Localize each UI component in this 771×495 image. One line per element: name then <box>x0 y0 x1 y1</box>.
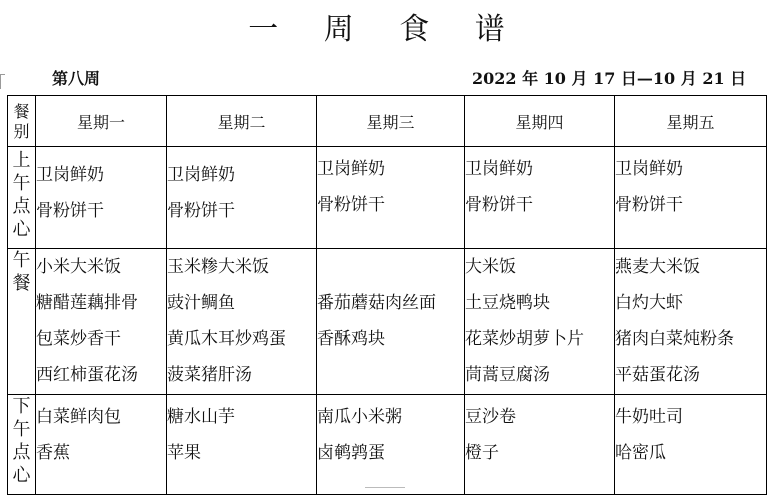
menu-item: 糖醋莲藕排骨 <box>36 293 138 313</box>
menu-item: 卫岗鲜奶 <box>465 159 533 179</box>
menu-item: 卫岗鲜奶 <box>317 159 385 179</box>
menu-item <box>317 249 464 285</box>
menu-item: 骨粉饼干 <box>317 195 385 215</box>
menu-item: 糖水山芋 <box>167 407 235 427</box>
menu-cell <box>36 249 167 395</box>
meal-label-afternoon-snack: 下午点心 <box>8 395 36 495</box>
day-header-tue <box>167 96 317 147</box>
menu-item: 骨粉饼干 <box>615 195 683 215</box>
week-label: 第八周 <box>52 69 101 88</box>
menu-item: 包菜炒香干 <box>36 329 121 349</box>
meal-type-header: 餐别 <box>8 96 36 147</box>
menu-item: 骨粉饼干 <box>167 201 235 221</box>
menu-table <box>7 95 767 495</box>
day-name: 星期二 <box>217 112 266 132</box>
menu-item: 白菜鲜肉包 <box>36 407 121 427</box>
menu-cell <box>317 395 465 495</box>
menu-cell <box>167 395 317 495</box>
day-name: 星期一 <box>76 112 125 132</box>
menu-item: 卤鹌鹑蛋 <box>317 443 385 463</box>
menu-item: 南瓜小米粥 <box>317 407 402 427</box>
menu-item: 哈密瓜 <box>615 443 666 463</box>
menu-item: 菠菜猪肝汤 <box>167 365 252 385</box>
table-row-afternoon-snack <box>8 395 767 495</box>
menu-cell <box>167 147 317 249</box>
menu-item: 牛奶吐司 <box>615 407 683 427</box>
day-header-wed <box>317 96 465 147</box>
menu-item: 小米大米饭 <box>36 257 121 277</box>
menu-item: 骨粉饼干 <box>465 195 533 215</box>
day-name: 星期五 <box>666 112 715 132</box>
menu-cell <box>615 249 767 395</box>
menu-cell <box>317 249 465 395</box>
table-row-lunch <box>8 249 767 395</box>
menu-item: 卫岗鲜奶 <box>167 165 235 185</box>
date-range: 2022 年 10 月 17 日—10 月 21 日 <box>472 69 747 88</box>
menu-cell <box>615 395 767 495</box>
menu-item: 茼蒿豆腐汤 <box>465 365 550 385</box>
menu-item: 猪肉白菜炖粉条 <box>615 329 734 349</box>
menu-item: 番茄蘑菇肉丝面 <box>317 293 436 313</box>
menu-item: 卫岗鲜奶 <box>36 165 104 185</box>
menu-item <box>317 357 464 393</box>
menu-cell <box>615 147 767 249</box>
menu-cell <box>465 147 615 249</box>
menu-item: 香蕉 <box>36 443 70 463</box>
margin-mark <box>0 74 5 89</box>
menu-item: 白灼大虾 <box>615 293 683 313</box>
menu-cell <box>465 249 615 395</box>
menu-item: 黄瓜木耳炒鸡蛋 <box>167 329 286 349</box>
menu-item: 香酥鸡块 <box>317 329 385 349</box>
day-name: 星期四 <box>515 112 564 132</box>
menu-item: 花菜炒胡萝卜片 <box>465 329 584 349</box>
page-edge-mark <box>365 487 405 490</box>
menu-item: 橙子 <box>465 443 499 463</box>
menu-item: 卫岗鲜奶 <box>615 159 683 179</box>
menu-item: 燕麦大米饭 <box>615 257 700 277</box>
menu-cell <box>317 147 465 249</box>
menu-item: 玉米糁大米饭 <box>167 257 269 277</box>
meal-label-lunch: 午餐 <box>8 249 36 395</box>
menu-cell <box>465 395 615 495</box>
menu-cell <box>36 147 167 249</box>
menu-item: 平菇蛋花汤 <box>615 365 700 385</box>
menu-item: 豆沙卷 <box>465 407 516 427</box>
menu-item: 大米饭 <box>465 257 516 277</box>
menu-item: 土豆烧鸭块 <box>465 293 550 313</box>
menu-cell <box>36 395 167 495</box>
day-header-thu <box>465 96 615 147</box>
menu-item: 苹果 <box>167 443 201 463</box>
day-header-fri <box>615 96 767 147</box>
day-name: 星期三 <box>366 112 415 132</box>
day-header-mon <box>36 96 167 147</box>
table-row-morning-snack <box>8 147 767 249</box>
page-title: 一 周 食 谱 <box>248 12 523 47</box>
menu-cell <box>167 249 317 395</box>
menu-item: 豉汁鲷鱼 <box>167 293 235 313</box>
meal-label-morning-snack: 上午点心 <box>8 147 36 249</box>
menu-item: 骨粉饼干 <box>36 201 104 221</box>
menu-item: 西红柿蛋花汤 <box>36 365 138 385</box>
header-row <box>8 96 767 147</box>
